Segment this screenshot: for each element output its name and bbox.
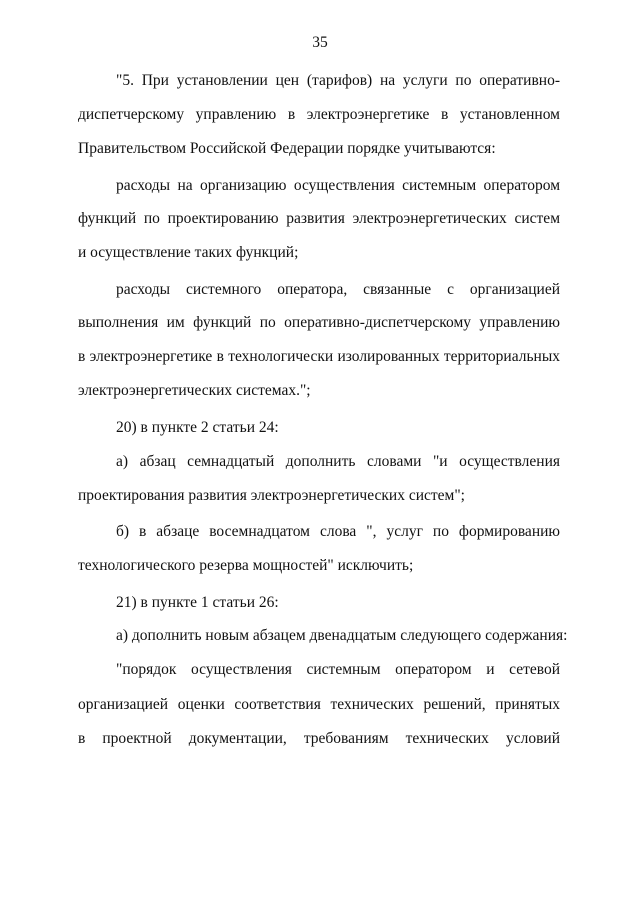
paragraph-line: и осуществление таких функций;: [78, 244, 299, 261]
paragraph-line: диспетчерскому управлению в электроэнергетике в установленном: [78, 106, 560, 123]
paragraph-line: расходы на организацию осуществления системным оператором: [116, 177, 560, 194]
paragraph-line: а) абзац семнадцатый дополнить словами "и осуществления: [116, 453, 560, 470]
paragraph-line: 20) в пункте 2 статьи 24:: [116, 419, 279, 436]
paragraph-line: организацией оценки соответствия технических решений, принятых: [78, 696, 560, 713]
paragraph-line: выполнения им функций по оперативно-диспетчерскому управлению: [78, 314, 560, 331]
paragraph-line: в проектной документации, требованиям технических условий: [78, 730, 560, 747]
paragraph-line: "порядок осуществления системным оператором и сетевой: [116, 661, 560, 678]
page-number: 35: [312, 34, 328, 51]
paragraph-line: в электроэнергетике в технологически изолированных территориальных: [78, 348, 560, 365]
paragraph-line: электроэнергетических системах.";: [78, 382, 311, 399]
paragraph-line: расходы системного оператора, связанные с организацией: [116, 281, 560, 298]
paragraph-line: "5. При установлении цен (тарифов) на услуги по оперативно-: [116, 72, 560, 89]
paragraph-line: а) дополнить новым абзацем двенадцатым следующего содержания:: [116, 627, 568, 644]
paragraph-line: б) в абзаце восемнадцатом слова ", услуг по формированию: [116, 523, 560, 540]
paragraph-line: технологического резерва мощностей" исключить;: [78, 557, 414, 574]
paragraph-line: Правительством Российской Федерации порядке учитываются:: [78, 140, 496, 157]
paragraph-line: проектирования развития электроэнергетических систем";: [78, 487, 465, 504]
paragraph-line: функций по проектированию развития электроэнергетических систем: [78, 210, 560, 227]
paragraph-line: 21) в пункте 1 статьи 26:: [116, 594, 279, 611]
